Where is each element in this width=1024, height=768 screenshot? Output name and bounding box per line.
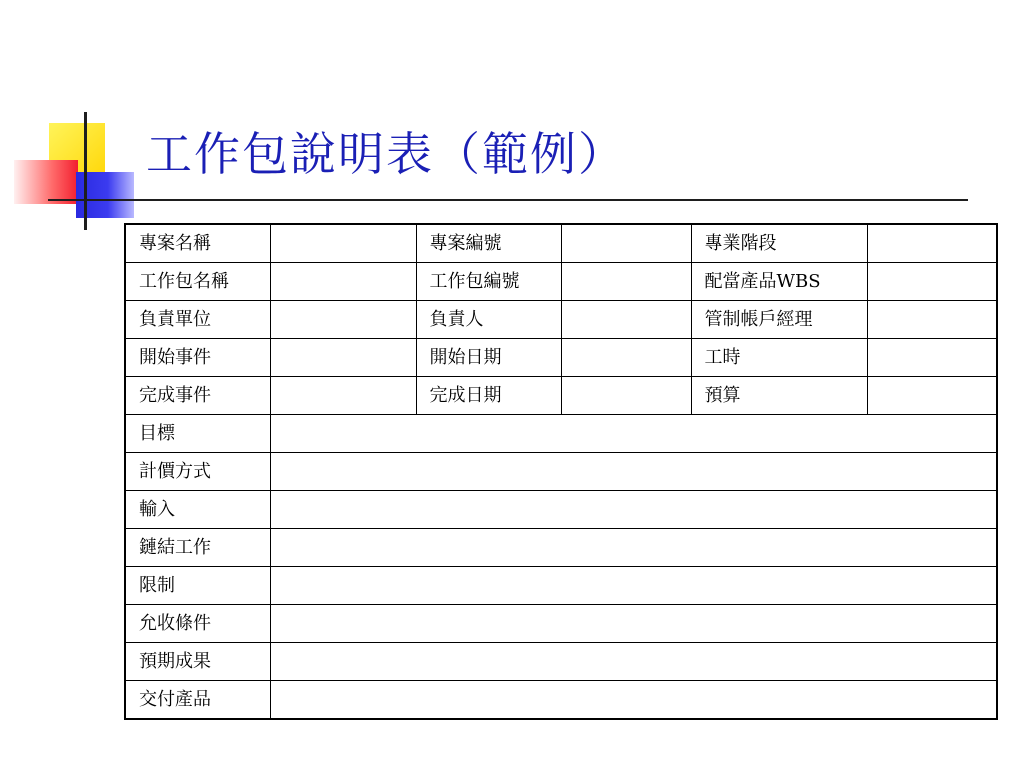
field-label: 負責單位 [125, 301, 270, 339]
field-value-cell[interactable] [561, 301, 691, 339]
field-label: 完成事件 [125, 377, 270, 415]
work-package-table-body [125, 224, 997, 719]
field-label: 配當產品WBS [691, 263, 867, 301]
field-label: 工時 [691, 339, 867, 377]
field-value-cell[interactable] [867, 339, 997, 377]
field-value-cell[interactable] [561, 263, 691, 301]
field-value-cell[interactable] [867, 301, 997, 339]
table-row [125, 491, 997, 529]
field-value-cell[interactable] [270, 224, 416, 263]
table-row [125, 377, 997, 415]
table-row [125, 529, 997, 567]
field-value-cell[interactable] [270, 339, 416, 377]
field-value-cell[interactable] [270, 453, 997, 491]
field-value-cell[interactable] [270, 567, 997, 605]
table-row [125, 301, 997, 339]
field-label: 輸入 [125, 491, 270, 529]
decoration-vertical-line [84, 112, 87, 230]
decoration-red-bar [14, 160, 78, 204]
field-value-cell[interactable] [867, 377, 997, 415]
field-value-cell[interactable] [561, 224, 691, 263]
table-row [125, 567, 997, 605]
table-row [125, 605, 997, 643]
field-value-cell[interactable] [270, 681, 997, 720]
field-label: 專業階段 [691, 224, 867, 263]
field-label: 鏈結工作 [125, 529, 270, 567]
field-value-cell[interactable] [270, 491, 997, 529]
field-value-cell[interactable] [867, 224, 997, 263]
table-row [125, 415, 997, 453]
field-value-cell[interactable] [270, 605, 997, 643]
slide-title: 工作包說明表（範例） [146, 127, 626, 181]
field-value-cell[interactable] [270, 377, 416, 415]
field-label: 專案編號 [416, 224, 561, 263]
field-label: 計價方式 [125, 453, 270, 491]
field-label: 工作包編號 [416, 263, 561, 301]
field-label: 交付產品 [125, 681, 270, 720]
field-label: 預期成果 [125, 643, 270, 681]
field-label: 專案名稱 [125, 224, 270, 263]
field-label: 開始日期 [416, 339, 561, 377]
field-label: 預算 [691, 377, 867, 415]
field-label: 管制帳戶經理 [691, 301, 867, 339]
field-value-cell[interactable] [867, 263, 997, 301]
field-value-cell[interactable] [270, 529, 997, 567]
field-value-cell[interactable] [270, 301, 416, 339]
field-value-cell[interactable] [561, 339, 691, 377]
title-underline [48, 199, 968, 201]
field-label: 允收條件 [125, 605, 270, 643]
field-value-cell[interactable] [561, 377, 691, 415]
table-row [125, 263, 997, 301]
table-row [125, 681, 997, 720]
table-row [125, 643, 997, 681]
field-label: 目標 [125, 415, 270, 453]
table-row [125, 453, 997, 491]
field-label: 限制 [125, 567, 270, 605]
field-label: 工作包名稱 [125, 263, 270, 301]
work-package-table [124, 223, 998, 720]
table-row [125, 224, 997, 263]
field-value-cell[interactable] [270, 643, 997, 681]
table-row [125, 339, 997, 377]
field-label: 開始事件 [125, 339, 270, 377]
field-label: 完成日期 [416, 377, 561, 415]
field-value-cell[interactable] [270, 263, 416, 301]
field-value-cell[interactable] [270, 415, 997, 453]
field-label: 負責人 [416, 301, 561, 339]
